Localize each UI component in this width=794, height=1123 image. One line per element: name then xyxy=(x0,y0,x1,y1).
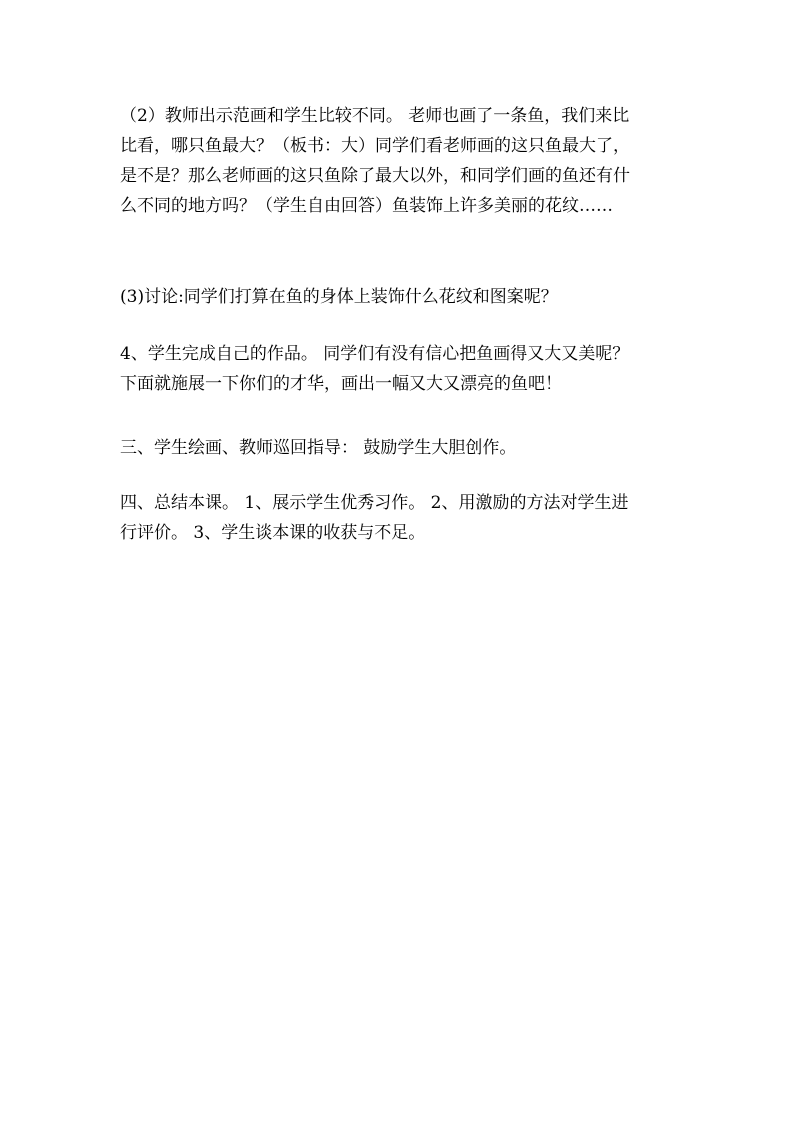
paragraph-section-four xyxy=(120,488,680,548)
text-line: 下面就施展一下你们的才华，画出一幅又大又漂亮的鱼吧！ xyxy=(120,374,562,394)
paragraph-section-three xyxy=(120,433,680,463)
paragraph-teacher-demo xyxy=(120,101,680,221)
paragraph-discussion xyxy=(120,282,680,312)
text-line: 比看，哪只鱼最大？（板书：大）同学们看老师画的这只鱼最大了， xyxy=(120,136,630,156)
text-line: 么不同的地方吗？（学生自由回答）鱼装饰上许多美丽的花纹…… xyxy=(120,196,613,216)
text-line: 是不是？那么老师画的这只鱼除了最大以外，和同学们画的鱼还有什 xyxy=(120,166,630,186)
paragraph-student-work xyxy=(120,339,680,399)
text-line: 行评价。 3、学生谈本课的收获与不足。 xyxy=(120,523,426,543)
text-line: （2）教师出示范画和学生比较不同。 老师也画了一条鱼，我们来比 xyxy=(120,106,630,126)
text-line: 4、学生完成自己的作品。 同学们有没有信心把鱼画得又大又美呢？ xyxy=(120,344,630,364)
text-line: (3)讨论:同学们打算在鱼的身体上装饰什么花纹和图案呢？ xyxy=(120,287,558,307)
text-line: 三、学生绘画、教师巡回指导： 鼓励学生大胆创作。 xyxy=(120,438,517,458)
text-line: 四、总结本课。 1、展示学生优秀习作。 2、用激励的方法对学生进 xyxy=(120,493,629,513)
